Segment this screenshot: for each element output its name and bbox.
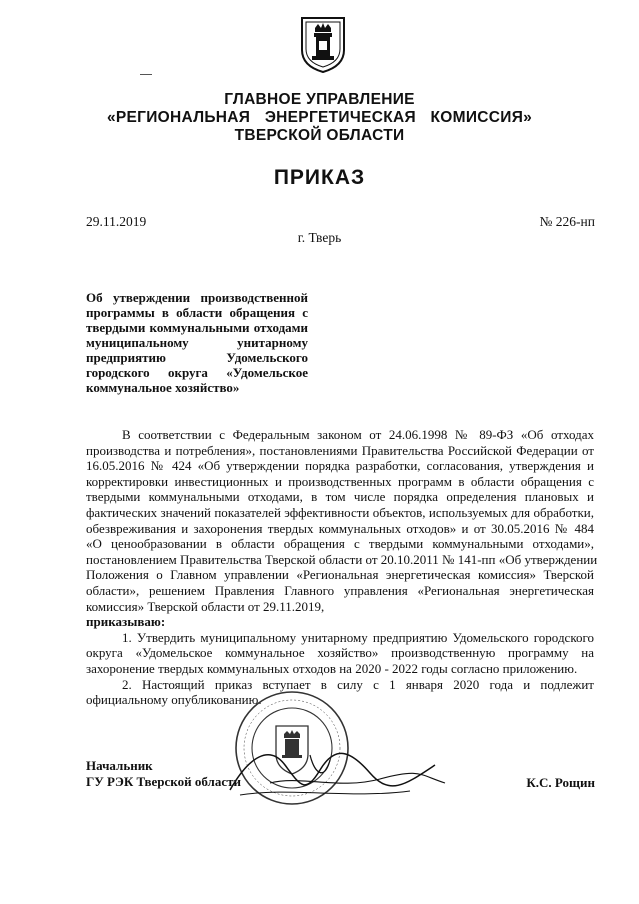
body-line: В соответствии с Федеральным законом от 24.06.1998 № 89-ФЗ «Об отходах (122, 427, 594, 442)
subject-line: Об утверждении производственной (86, 290, 308, 305)
body-line: фактических значений показателей эффективности объектов, используемых для обработки, (86, 504, 594, 520)
order-item-1: 1. Утвердить муниципальному унитарному предприятию Удомельского городского (122, 629, 594, 645)
body-line: постановлением Правительства Тверской области от 20.10.2011 № 141-пп «Об утверждении (86, 551, 598, 567)
body-line: обезвреживания и захоронения твердых коммунальных отходов» и от 30.05.2016 № 484 (86, 520, 594, 536)
body-line: Положения о Главном управлении «Региональная энергетическая комиссия» Тверской (86, 567, 594, 583)
signatory-position (86, 758, 241, 790)
org-name-line3: ТВЕРСКОЙ ОБЛАСТИ (234, 127, 405, 144)
document-body (86, 427, 598, 708)
body-line: твердыми коммунальными отходами, в том числе порядка определения плановых и (86, 489, 594, 505)
document-number: № 226-нп (539, 214, 595, 229)
subject-line: предприятию Удомельского (86, 350, 308, 365)
body-line: захоронение твердых коммунальных отходов на 2020 - 2022 годы согласно приложению. (86, 660, 578, 676)
subject-line: городского округа «Удомельское (86, 365, 308, 380)
order-item-2: 2. Настоящий приказ вступает в силу с 1 января 2020 года и подлежит (122, 676, 594, 692)
body-line: округа «Удомельское коммунальное хозяйство» производственную программу на (86, 645, 594, 661)
signatory-name: К.С. Рощин (526, 775, 595, 790)
signatory-position-line1: Начальник (86, 758, 153, 773)
body-line: области», решением Правления Главного управления «Региональная энергетическая (86, 582, 594, 598)
handwritten-signature-icon (210, 735, 450, 805)
subject-line: твердыми коммунальными отходами (86, 320, 308, 335)
body-line: «О ценообразовании в области обращения с твердыми коммунальными отходами», (86, 536, 594, 552)
document-type-title: ПРИКАЗ (273, 166, 366, 189)
body-line: корректировки инвестиционных и производственных программ в области обращения с (86, 473, 594, 489)
coat-of-arms-icon (298, 14, 348, 74)
order-directive: приказываю: (86, 614, 166, 630)
body-line: официальному опубликованию. (86, 692, 262, 708)
document-subject (86, 290, 308, 395)
signatory-position-line2: ГУ РЭК Тверской области (86, 774, 241, 789)
subject-line: коммунальное хозяйство» (86, 380, 240, 395)
document-date: 29.11.2019 (86, 214, 147, 229)
document-city: г. Тверь (297, 230, 342, 245)
org-name-line2: «РЕГИОНАЛЬНАЯ ЭНЕРГЕТИЧЕСКАЯ КОМИССИЯ» (106, 109, 533, 126)
subject-line: программы в области обращения с (86, 305, 308, 320)
body-line: производства и потребления», постановлениями Правительства Российской Федерации от (86, 442, 594, 458)
scan-mark (140, 74, 152, 75)
body-line: 16.05.2016 № 424 «Об утверждении порядка разработки, согласования, утверждения и (86, 458, 594, 474)
org-name-line1: ГЛАВНОЕ УПРАВЛЕНИЕ (224, 91, 415, 108)
body-line: комиссия» Тверской области от 29.11.2019, (86, 598, 325, 614)
subject-line: муниципальному унитарному (86, 335, 308, 350)
